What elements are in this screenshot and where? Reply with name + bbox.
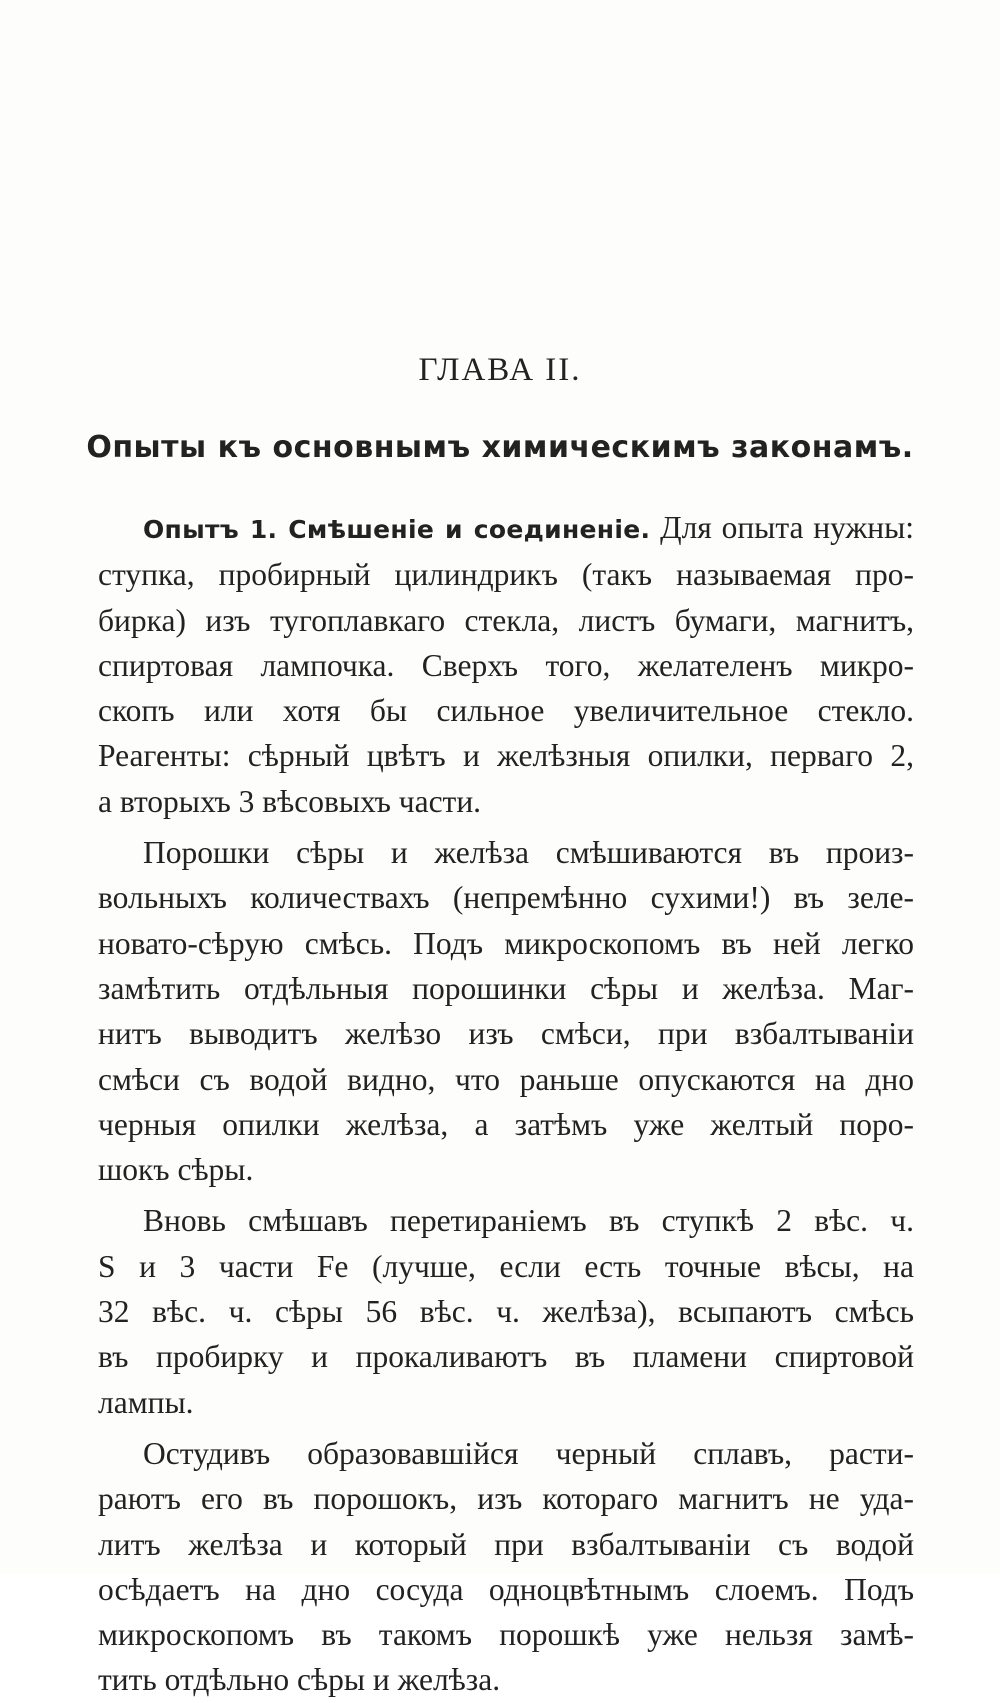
text-line: Вновь смѣшавъ перетираніемъ въ ступкѣ 2 вѣс. ч. <box>143 1203 914 1239</box>
text-line: ступка, пробирный цилиндрикъ (такъ называемая про- <box>98 557 914 593</box>
chapter-title: Опыты къ основнымъ химическимъ законамъ. <box>86 430 914 465</box>
text-line: шокъ сѣры. <box>98 1152 254 1188</box>
text-line: Реагенты: сѣрный цвѣтъ и желѣзныя опилки, перваго 2, <box>98 738 914 774</box>
body-text <box>98 505 914 1703</box>
text-line: замѣтить отдѣльныя порошинки сѣры и желѣза. Маг- <box>98 970 914 1006</box>
text-line: S и 3 части Fe (лучше, если есть точные вѣсы, на <box>98 1248 914 1284</box>
text-line: спиртовая лампочка. Сверхъ того, желателенъ микро- <box>98 647 914 683</box>
text-line: въ пробирку и прокаливаютъ въ пламени спиртовой <box>98 1339 914 1375</box>
text-line: тить отдѣльно сѣры и желѣза. <box>98 1662 501 1698</box>
paragraph-experiment-1 <box>98 505 914 824</box>
paragraph-2 <box>98 830 914 1192</box>
text-line: нитъ выводитъ желѣзо изъ смѣси, при взбалтываніи <box>98 1016 914 1052</box>
chapter-label: ГЛАВА II. <box>418 352 582 388</box>
text-line: раютъ его въ порошокъ, изъ котораго магнитъ не уда- <box>98 1481 914 1517</box>
text-line: осѣдаетъ на дно сосуда одноцвѣтнымъ слоемъ. Подъ <box>98 1571 914 1607</box>
text-line: черныя опилки желѣза, а затѣмъ уже желтый поро- <box>98 1106 914 1142</box>
text-line: а вторыхъ 3 вѣсовыхъ части. <box>98 783 482 819</box>
text-line: лампы. <box>98 1384 194 1420</box>
text-line: литъ желѣза и который при взбалтываніи съ водой <box>98 1526 914 1562</box>
text-line: скопъ или хотя бы сильное увеличительное стекло. <box>98 693 914 729</box>
paragraph-4 <box>98 1431 914 1703</box>
text-line-fragment: Для опыта нужны: <box>650 510 914 545</box>
text-line: Остудивъ образовавшійся черный сплавъ, расти- <box>143 1435 914 1471</box>
text-line: вольныхъ количествахъ (непремѣнно сухими!) въ зеле- <box>98 880 914 916</box>
paragraph-3 <box>98 1198 914 1424</box>
text-line: микроскопомъ въ такомъ порошкѣ уже нельзя замѣ- <box>98 1617 914 1653</box>
text-line: Порошки сѣры и желѣза смѣшиваются въ произ- <box>143 835 914 871</box>
text-line: бирка) изъ тугоплавкаго стекла, листъ бумаги, магнитъ, <box>98 602 914 638</box>
text-line <box>98 505 914 552</box>
text-line: 32 вѣс. ч. сѣры 56 вѣс. ч. желѣза), всыпаютъ смѣсь <box>98 1294 914 1330</box>
text-line: смѣси съ водой видно, что раньше опускаются на дно <box>98 1061 914 1097</box>
text-line: новато-сѣрую смѣсь. Подъ микроскопомъ въ ней легко <box>98 925 914 961</box>
experiment-heading: Опытъ 1. Смѣшеніе и соединеніе. <box>143 515 651 544</box>
